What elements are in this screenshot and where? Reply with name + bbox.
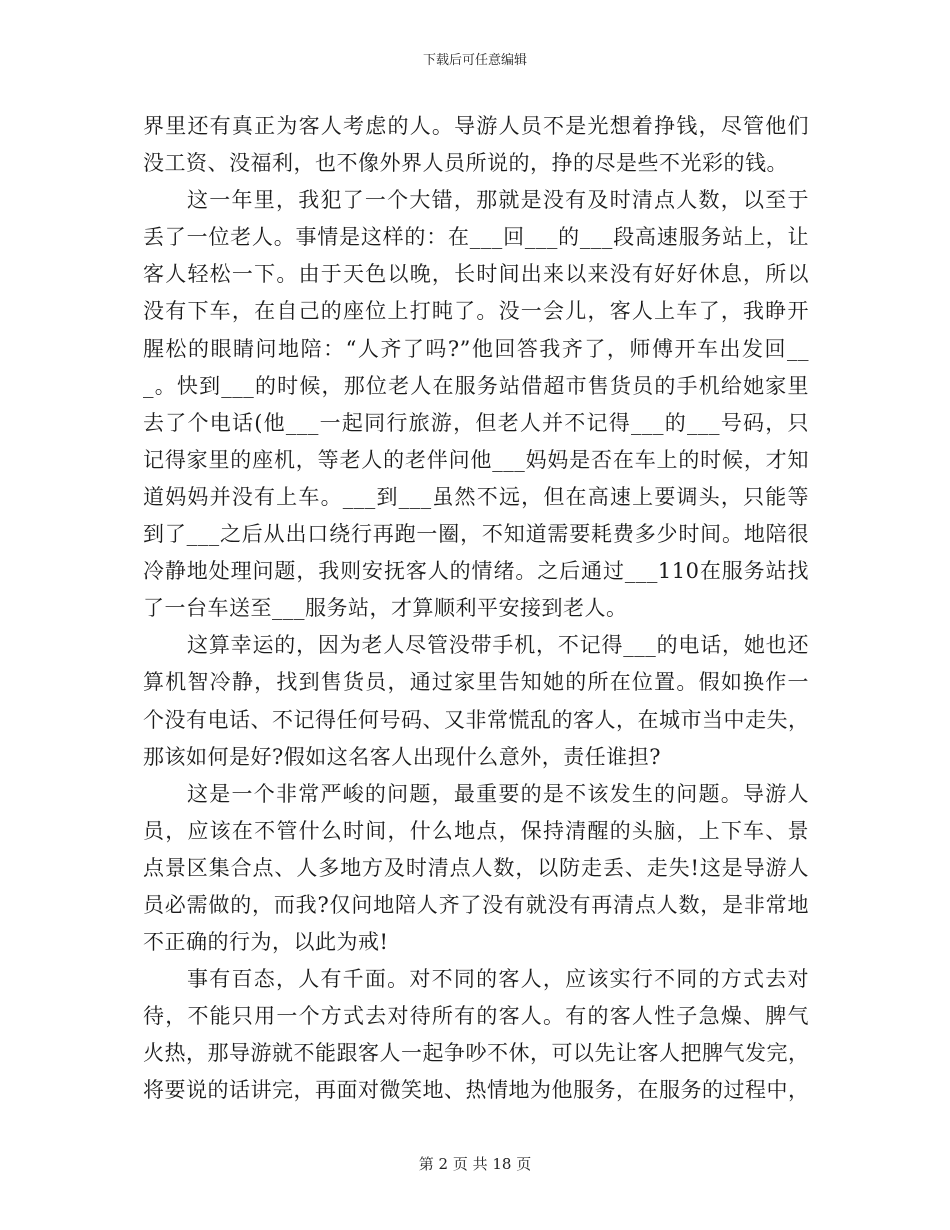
- text-line: 个没有电话、不记得任何号码、又非常慌乱的客人，在城市当中走失，: [143, 707, 810, 732]
- text-line: 界里还有真正为客人考虑的人。导游人员不是光想着挣钱，尽管他们: [143, 114, 809, 138]
- text-line: 丢了一位老人。事情是这样的：在___回___的___段高速服务站上，让: [143, 225, 809, 250]
- text-line: 不正确的行为，以此为戒!: [143, 930, 389, 955]
- text-line: 没有下车，在自己的座位上打盹了。没一会儿，客人上车了，我睁开: [143, 299, 809, 324]
- text-line: 算机智冷静，找到售货员，通过家里告知她的所在位置。假如换作一: [143, 670, 809, 695]
- paragraph: [143, 182, 809, 627]
- text-line: 点景区集合点、人多地方及时清点人数，以防走丢、走失!这是导游人: [143, 855, 809, 880]
- text-line: 那该如何是好?假如这名客人出现什么意外，责任谁担?: [143, 744, 662, 769]
- page-header: 下载后可任意编辑: [422, 53, 527, 68]
- text-line: 记得家里的座机，等老人的老伴问他___妈妈是否在车上的时候，才知: [143, 447, 809, 472]
- page-footer: 第 2 页 共 18 页: [418, 1155, 532, 1173]
- text-line: 待，不能只用一个方式去对待所有的客人。有的客人性子急燥、脾气: [143, 1004, 809, 1029]
- document-body: [143, 108, 809, 1110]
- text-line: 到了___之后从出口绕行再跑一圈，不知道需要耗费多少时间。地陪很: [143, 522, 809, 547]
- text-line: 客人轻松一下。由于天色以晚，长时间出来以来没有好好休息，所以: [143, 262, 809, 287]
- text-line: _。快到___的时候，那位老人在服务站借超市售货员的手机给她家里: [143, 373, 809, 398]
- text-line: 火热，那导游就不能跟客人一起争吵不休，可以先让客人把脾气发完，: [143, 1041, 810, 1066]
- text-line: 将要说的话讲完，再面对微笑地、热情地为他服务，在服务的过程中，: [143, 1078, 810, 1103]
- text-line: 冷静地处理问题，我则安抚客人的情绪。之后通过___110在服务站找: [143, 559, 809, 584]
- text-line: 没工资、没福利，也不像外界人员所说的，挣的尽是些不光彩的钱。: [143, 151, 788, 176]
- paragraph: [143, 776, 809, 961]
- text-line: 了一台车送至___服务站，才算顺利平安接到老人。: [143, 596, 628, 621]
- text-line: 员必需做的，而我?仅问地陪人齐了没有就没有再清点人数，是非常地: [143, 892, 809, 917]
- text-line: 事有百态，人有千面。对不同的客人，应该实行不同的方式去对: [187, 967, 809, 992]
- text-line: 去了个电话(他___一起同行旅游，但老人并不记得___的___号码，只: [143, 410, 809, 435]
- text-line: 这是一个非常严峻的问题，最重要的是不该发生的问题。导游人: [187, 781, 809, 806]
- paragraph: [143, 627, 809, 775]
- text-line: 员，应该在不管什么时间，什么地点，保持清醒的头脑，上下车、景: [143, 818, 809, 843]
- paragraph: [143, 108, 809, 182]
- paragraph: [143, 961, 809, 1109]
- text-line: 这一年里，我犯了一个大错，那就是没有及时清点人数，以至于: [187, 188, 809, 213]
- text-line: 这算幸运的，因为老人尽管没带手机，不记得___的电话，她也还: [187, 633, 809, 658]
- text-line: 道妈妈并没有上车。___到___虽然不远，但在高速上要调头，只能等: [143, 484, 809, 509]
- text-line: 腥松的眼睛问地陪：“人齐了吗?”他回答我齐了，师傅开车出发回__: [143, 336, 809, 361]
